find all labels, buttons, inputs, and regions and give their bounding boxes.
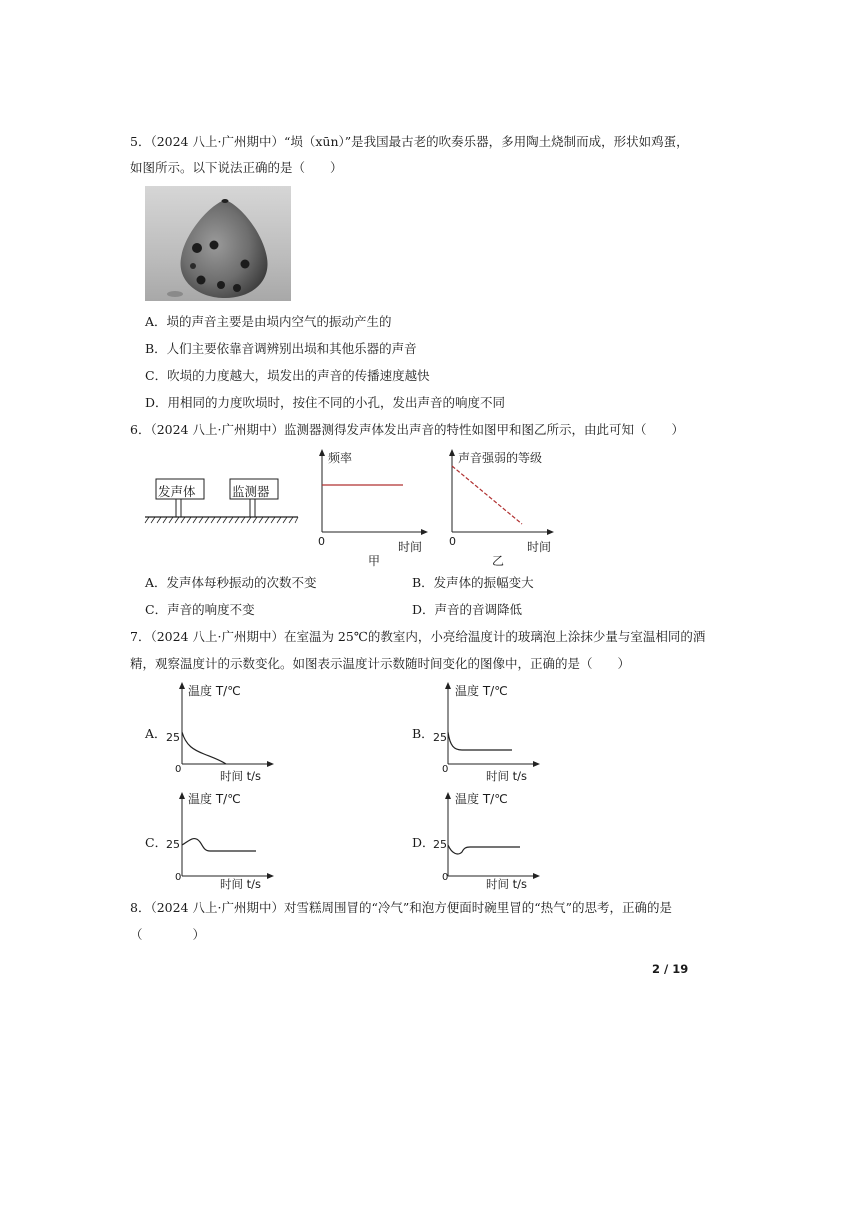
q7-graph-b-origin: 0: [442, 764, 449, 775]
q5-option-c: C．吹埙的力度越大，埙发出的声音的传播速度越快: [145, 368, 430, 383]
q7-graph-c-origin: 0: [175, 872, 182, 883]
q6-option-a: A．发声体每秒振动的次数不变: [145, 575, 317, 590]
q7-graph-a-ylabel: 温度 T/℃: [188, 684, 241, 698]
monitor-label: 监测器: [232, 484, 270, 499]
chart-yi-xlabel: 时间: [527, 540, 552, 554]
q7-graph-d-curve: [448, 845, 520, 854]
q5-option-a: A．埙的声音主要是由埙内空气的振动产生的: [145, 314, 392, 329]
q5-stem-line2: 如图所示。以下说法正确的是（ ）: [130, 160, 343, 175]
q7-graph-c-ylabel: 温度 T/℃: [188, 792, 241, 806]
q7-graph-b-xlabel: 时间 t/s: [486, 769, 528, 783]
q6-option-d: D．声音的音调降低: [412, 602, 523, 617]
chart-yi-ylabel: 声音强弱的等级: [458, 451, 543, 465]
q7-label-a: A．: [145, 726, 167, 741]
q7-graph-a-curve: [182, 732, 226, 764]
q7-graph-a-origin: 0: [175, 764, 182, 775]
q7-graph-a-tick: 25: [166, 731, 180, 744]
source-label: 发声体: [158, 484, 196, 499]
chart-yi-origin: 0: [449, 535, 456, 548]
q8-stem-line2: （ ）: [130, 927, 206, 942]
q7-graph-d-ylabel: 温度 T/℃: [455, 792, 508, 806]
q7-graph-a-xlabel: 时间 t/s: [220, 769, 262, 783]
q6-option-b: B．发声体的振幅变大: [412, 575, 534, 590]
q6-stem-line1: 6．（2024 八上·广州期中）监测器测得发声体发出声音的特性如图甲和图乙所示，由此可知（ ）: [130, 422, 684, 437]
q7-graph-c-curve: [182, 839, 256, 851]
q7-graph-b-tick: 25: [433, 731, 447, 744]
xun-instrument-image: [145, 186, 291, 301]
q7-label-d: D．: [412, 835, 435, 850]
q7-graph-c-xlabel: 时间 t/s: [220, 877, 262, 891]
chart-yi-series-line: [452, 466, 522, 524]
q7-graph-d-xlabel: 时间 t/s: [486, 877, 528, 891]
q7-stem-line1: 7．（2024 八上·广州期中）在室温为 25℃的教室内，小亮给温度计的玻璃泡上涂抹少量与室温相同的酒: [130, 629, 706, 644]
q6-option-c: C．声音的响度不变: [145, 602, 255, 617]
chart-yi-caption: 乙: [492, 554, 505, 568]
q5-option-d: D．用相同的力度吹埙时，按住不同的小孔，发出声音的响度不同: [145, 395, 506, 410]
q7-stem-line2: 精，观察温度计的示数变化。如图表示温度计示数随时间变化的图像中，正确的是（ ）: [130, 656, 631, 671]
q5-stem-line1: 5．（2024 八上·广州期中）“埙（xūn）”是我国最古老的吹奏乐器，多用陶土烧制而成，形状如鸡蛋，: [130, 134, 689, 149]
q7-graph-d-origin: 0: [442, 872, 449, 883]
q7-graph-c-tick: 25: [166, 838, 180, 851]
q7-graph-b-ylabel: 温度 T/℃: [455, 684, 508, 698]
q5-option-b: B．人们主要依靠音调辨别出埙和其他乐器的声音: [145, 341, 417, 356]
q7-label-c: C．: [145, 835, 168, 850]
chart-jia-xlabel: 时间: [398, 540, 423, 554]
chart-jia-ylabel: 频率: [328, 451, 353, 465]
q8-stem-line1: 8．（2024 八上·广州期中）对雪糕周围冒的“冷气”和泡方便面时碗里冒的“热气”的思考，正确的是: [130, 900, 673, 915]
q7-graph-d-tick: 25: [433, 838, 447, 851]
q7-label-b: B．: [412, 726, 434, 741]
q7-graph-b-curve: [448, 732, 512, 750]
chart-jia-caption: 甲: [368, 554, 381, 568]
page-number: 2 / 19: [652, 962, 689, 976]
chart-jia-origin: 0: [318, 535, 325, 548]
xun-photo: [145, 186, 291, 301]
